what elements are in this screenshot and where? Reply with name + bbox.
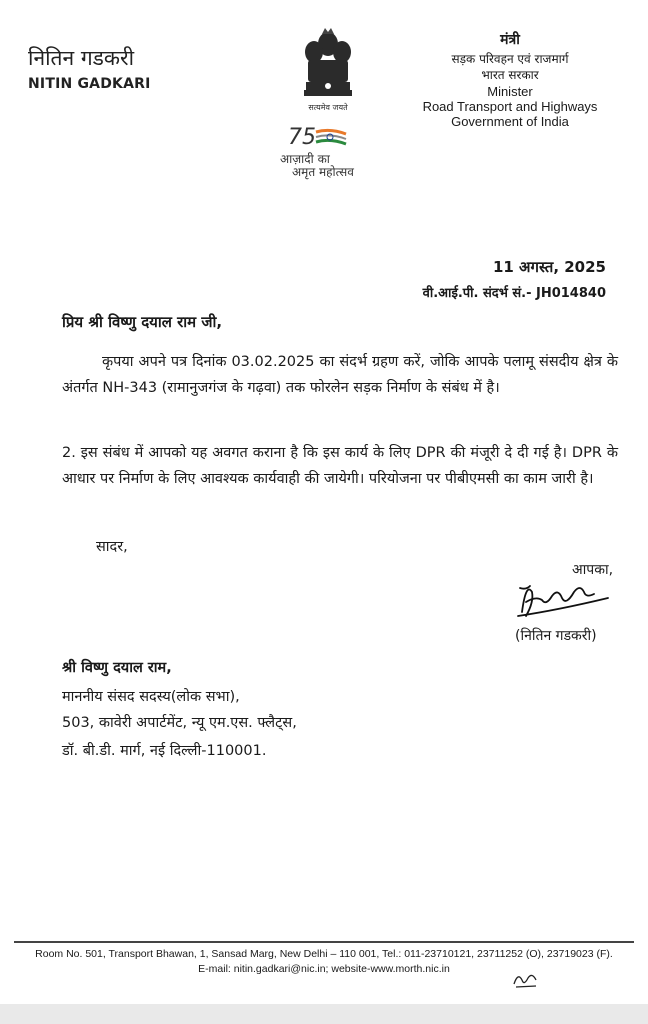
azadi-text-line1: आज़ादी का: [280, 152, 330, 166]
footer-address: Room No. 501, Transport Bhawan, 1, Sansad Marg, New Delhi – 110 001, Tel.: 011-23710121, 23711252 (O), 23719023 (F).: [35, 948, 613, 960]
reference-number: वी.आई.पी. संदर्भ सं.- JH014840: [422, 286, 606, 301]
footer-contact: E-mail: nitin.gadkari@nic.in; website-www.morth.nic.in: [198, 963, 450, 975]
signatory-name: (नितिन गडकरी): [515, 628, 597, 644]
emblem-motto: सत्यमेव जयते: [308, 103, 348, 112]
azadi-text-line2: अमृत महोत्सव: [292, 165, 354, 179]
letter-date: 11 अगस्त, 2025: [492, 258, 606, 276]
recipient-name: श्री विष्णु दयाल राम,: [62, 660, 172, 676]
recipient-designation: माननीय संसद सदस्य(लोक सभा),: [62, 689, 240, 705]
footer-divider: [14, 941, 634, 943]
ministry-hindi: सड़क परिवहन एवं राजमार्ग: [451, 52, 569, 66]
initials-mark-icon: [510, 968, 540, 990]
signature-icon: [512, 572, 612, 628]
government-english: Government of India: [451, 114, 569, 129]
recipient-address-line1: 503, कावेरी अपार्टमेंट, न्यू एम.एस. फ्लैट्स,: [62, 715, 297, 731]
salutation: प्रिय श्री विष्णु दयाल राम जी,: [62, 313, 223, 331]
designation-english: Minister: [487, 84, 533, 99]
designation-hindi: मंत्री: [500, 32, 520, 48]
yours-text: आपका,: [572, 562, 614, 578]
sender-name-english: NITIN GADKARI: [28, 76, 151, 92]
sender-name-hindi: नितिन गडकरी: [28, 46, 135, 70]
ministry-english: Road Transport and Highways: [422, 99, 598, 114]
closing-regards: सादर,: [96, 539, 128, 555]
page-bottom-strip: [0, 1004, 648, 1024]
body-paragraph-1: कृपया अपने पत्र दिनांक 03.02.2025 का संदर्भ ग्रहण करें, जोकि आपके पलामू संसदीय क्षेत्र के अंतर्गत NH-343 (रामानुजगंज के गढ़वा) तक फोरलेन सड़क निर्माण के संबंध में है।: [62, 354, 618, 396]
svg-text:75: 75: [288, 125, 316, 150]
government-hindi: भारत सरकार: [481, 68, 539, 82]
body-paragraph-2: 2. इस संबंध में आपको यह अवगत कराना है कि इस कार्य के लिए DPR की मंजूरी दे दी गई है। DPR के आधार पर निर्माण के लिए आवश्यक कार्यवाही की जायेगी। परियोजना पर पीबीएमसी का काम जारी है।: [62, 445, 618, 487]
recipient-address-line2: डॉ. बी.डी. मार्ग, नई दिल्ली-110001.: [62, 743, 267, 759]
